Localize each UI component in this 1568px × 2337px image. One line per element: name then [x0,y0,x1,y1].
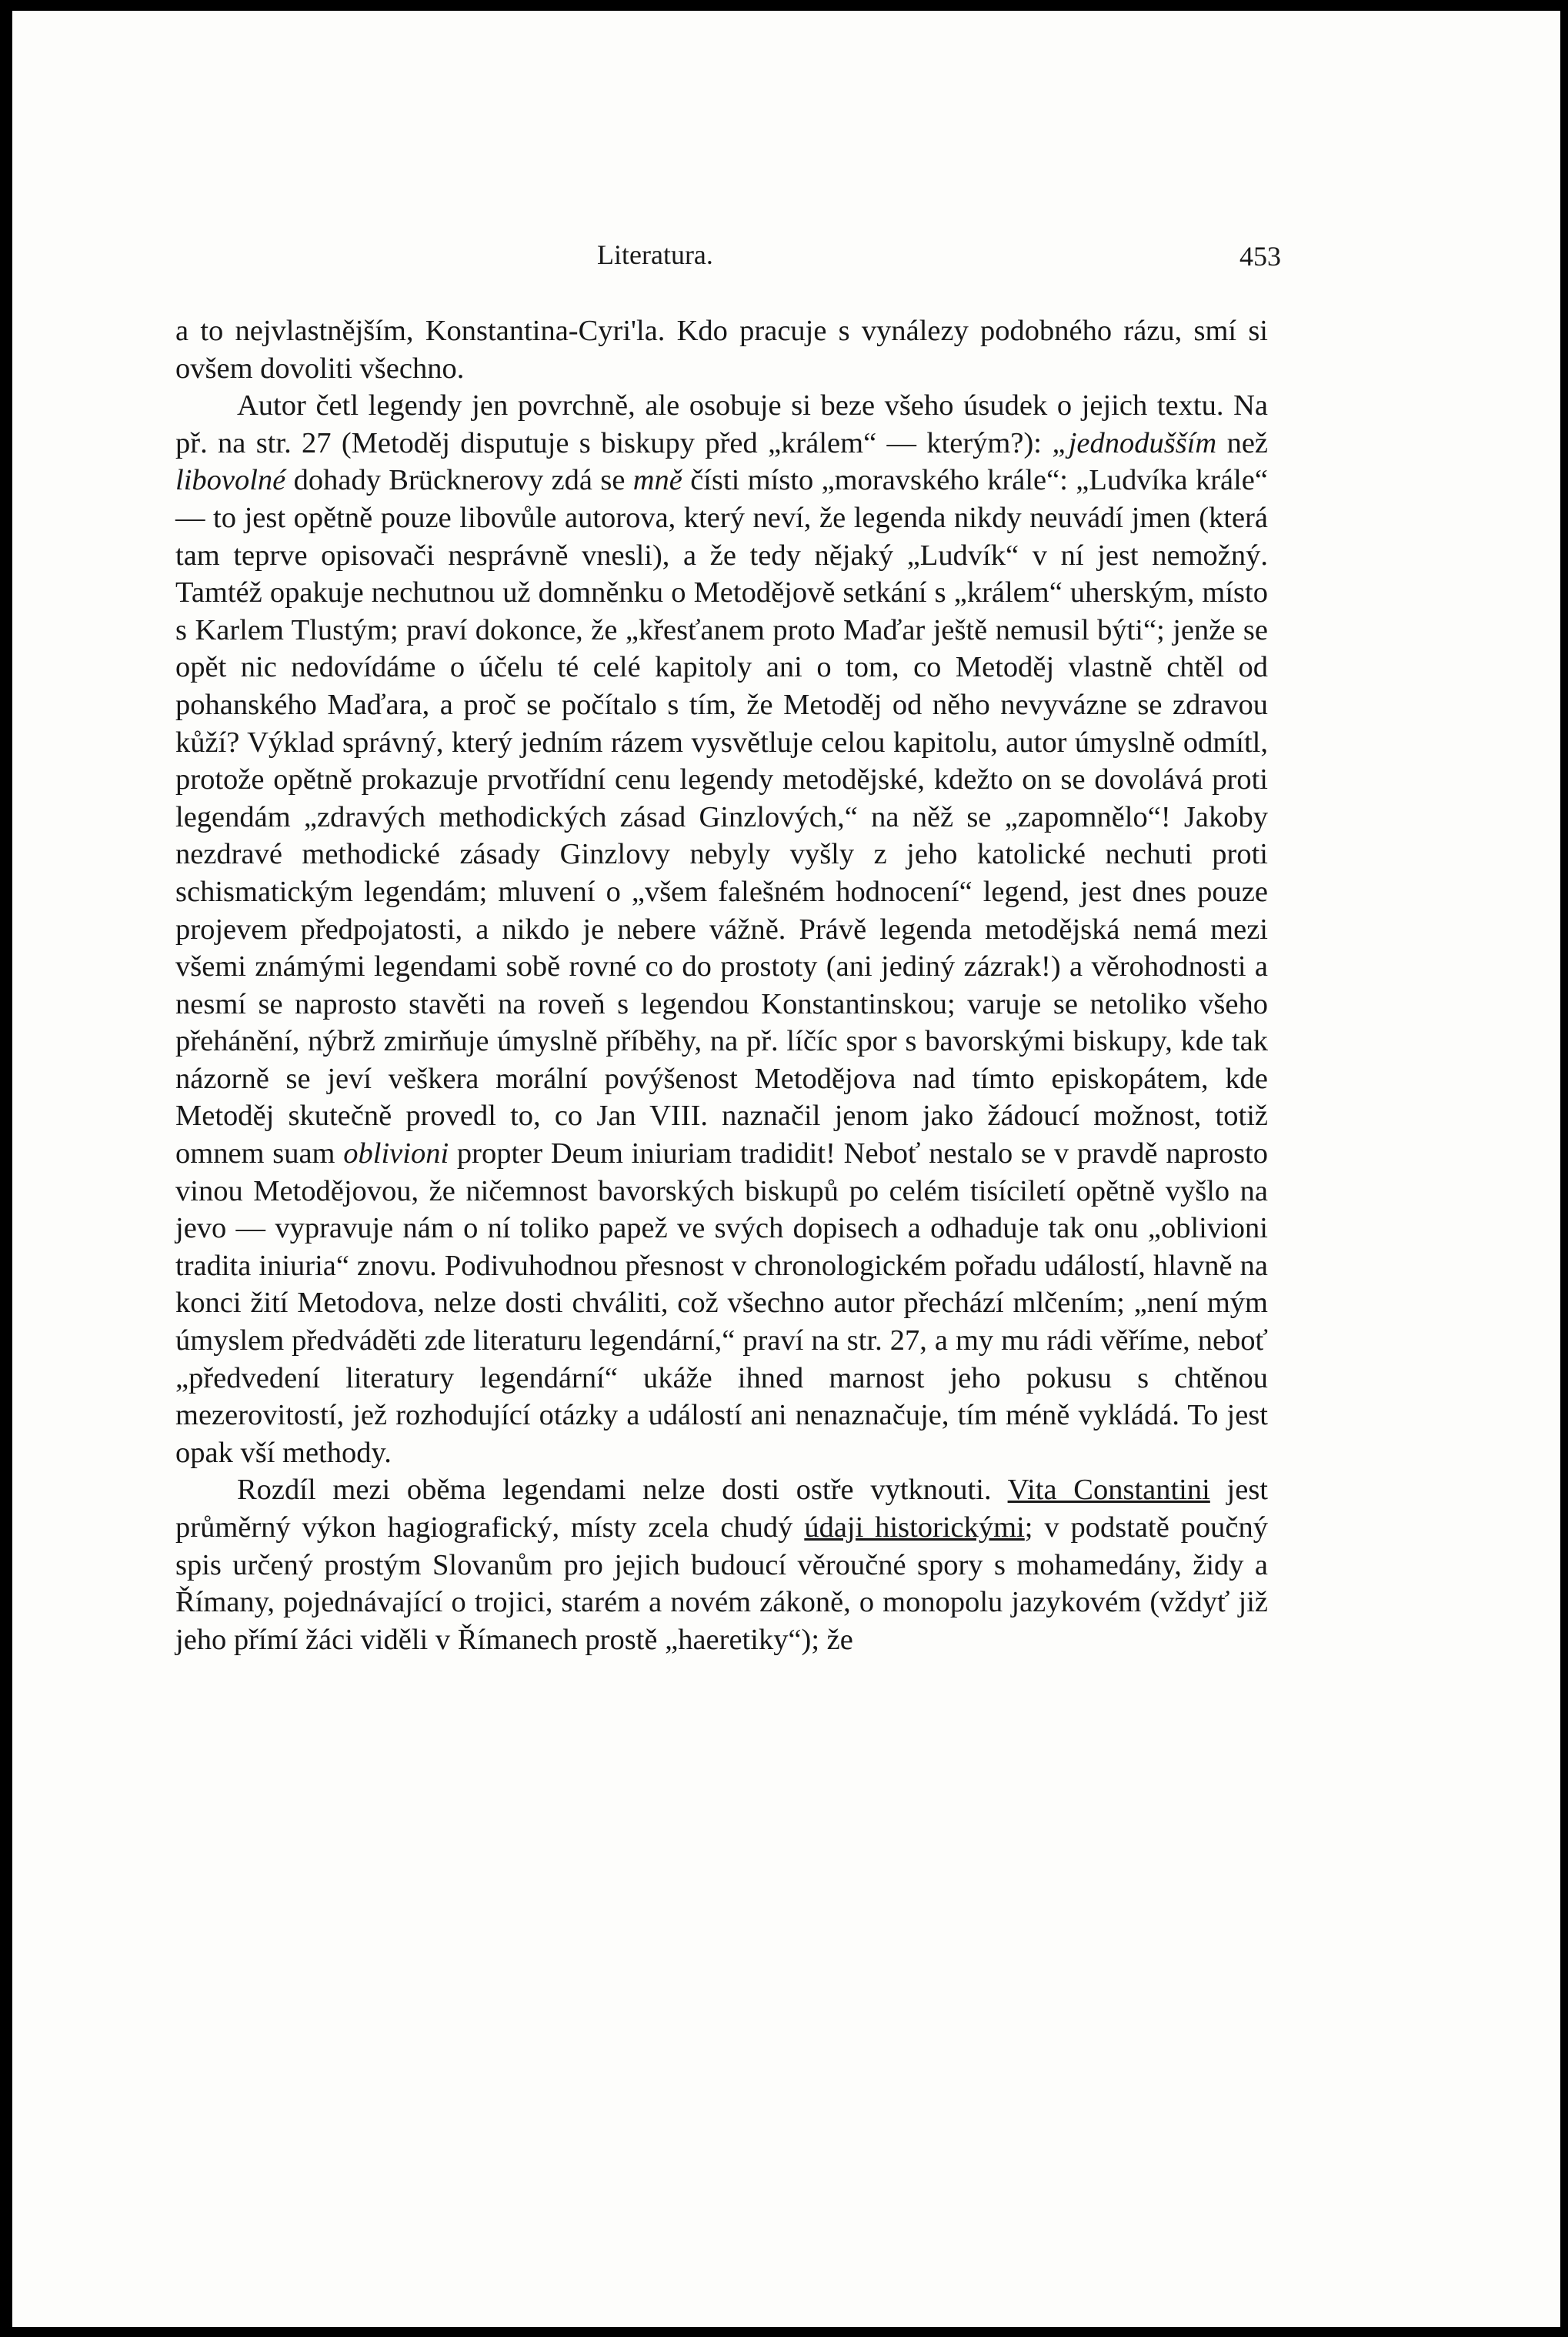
paragraph-3 [175,1471,1268,1658]
paragraph-1-text: a to nejvlastnějším, Konstantina-Cyri'la. Kdo pracuje s vynálezy podobného rázu, smí si ovšem dovoliti všechno. [175,315,1268,385]
paragraph-2 [175,387,1268,1471]
paragraph-3-text-a: Rozdíl mezi oběma legendami nelze dosti ostře vytknouti. [237,1474,1008,1507]
emphasis-libovolne: libovolné [175,464,286,497]
paragraph-2-text-a: Autor četl legendy jen povrchně, ale osobuje si beze všeho úsudek o jejich textu. Na př. na str. 27 (Metoděj disputuje s biskupy před „králem“ — kterým?): [175,389,1268,459]
underlined-udaji-historickymi: údaji historickými [804,1511,1025,1544]
body-text [175,312,1268,1658]
emphasis-jednodussim: „jednodušším [1052,426,1217,459]
emphasis-mne: mně [632,464,682,497]
emphasis-oblivioni: oblivioni [343,1137,449,1170]
paragraph-3-text-b: jest průměrný výkon hagiografický, místy zcela chudý [175,1474,1269,1544]
paragraph-3-text-c: ; v podstatě poučný spis určený prostým Slovanům pro jejich budoucí věroučné spory s mohamedány, židy a Římany, pojednávající o trojici, starém a novém zákoně, o monopolu jazykovém (vždyť již jeho přímí žáci viděli v Římanech prostě „haeretiky“); že [175,1511,1269,1656]
running-header [12,239,1560,285]
paragraph-2-text-c: dohady Brücknerovy zdá se [285,464,633,497]
paragraph-2-text-b: než [1216,426,1268,459]
paragraph-2-text-e: propter Deum iniuriam tradidit! Neboť nestalo se v pravdě naprosto vinou Metodějovou, že ničemnost bavorských biskupů po celém tisíciletí opětně vyšlo na jevo — vypravuje nám o ní toliko papež ve svých dopisech a odhaduje tak onu „oblivioni tradita iniuria“ znovu. Podivuhodnou přesnost v chronologickém pořadu událostí, hlavně na konci žití Metodova, nelze dosti chváliti, což všechno autor přechází mlčením; „není mým úmyslem předváděti zde literaturu legendární,“ praví na str. 27, a my mu rádi věříme, neboť „předvedení literatury legendární“ ukáže ihned marnost jeho pokusu s chtěnou mezerovitostí, jež rozhodující otázky a událostí ani nenaznačuje, tím méně vykládá. To jest opak vší methody. [175,1137,1268,1469]
paragraph-2-text-d: čísti místo „moravského krále“: „Ludvíka krále“ — to jest opětně pouze libovůle autorova, který neví, že legenda nikdy neuvádí jmen (která tam teprve opisovači nesprávně vnesli), a že tedy nějaký „Ludvík“ v ní jest nemožný. Tamtéž opakuje nechutnou už domněnku o Metodějově setkání s „králem“ uherským, místo s Karlem Tlustým; praví dokonce, že „křesťanem proto Maďar ještě nemusil býti“; jenže se opět nic nedovídáme o účelu té celé kapitoly ani o tom, co Metoděj vlastně chtěl od pohanského Maďara, a proč se počítalo s tím, že Metoděj od něho nevyvázne se zdravou kůží? Výklad správný, který jedním rázem vysvětluje celou kapitolu, autor úmyslně odmítl, protože opětně prokazuje prvotřídní cenu legendy metodějské, kdežto on se dovolává proti legendám „zdravých methodických zásad Ginzlových,“ na něž se „zapomnělo“! Jakoby nezdravé methodické zásady Ginzlovy nebyly vyšly z jeho katolické nechuti proti schismatickým legendám; mluvení o „všem falešném hodnocení“ legend, jest dnes pouze projevem předpojatosti, a nikdo je nebere vážně. Právě legenda metodějská nemá mezi všemi známými legendami sobě rovné co do prostoty (ani jediný zázrak!) a věrohodnosti a nesmí se naprosto stavěti na roveň s legendou Konstantinskou; varuje se netoliko všeho přehánění, nýbrž zmirňuje úmyslně příběhy, na př. líčíc spor s bavorskými biskupy, kde tak názorně se jeví veškera morální povýšenost Metodějova nad tímto episkopátem, kde Metoděj skutečně provedl to, co Jan VIII. naznačil jenom jako žádoucí možnost, totiž omnem suam [175,464,1268,1170]
underlined-vita-constantini: Vita Constantini [1007,1474,1210,1507]
scanned-page [12,11,1560,2327]
page-number: 453 [1239,241,1281,272]
paragraph-1 [175,312,1268,387]
header-title: Literatura. [597,239,713,270]
